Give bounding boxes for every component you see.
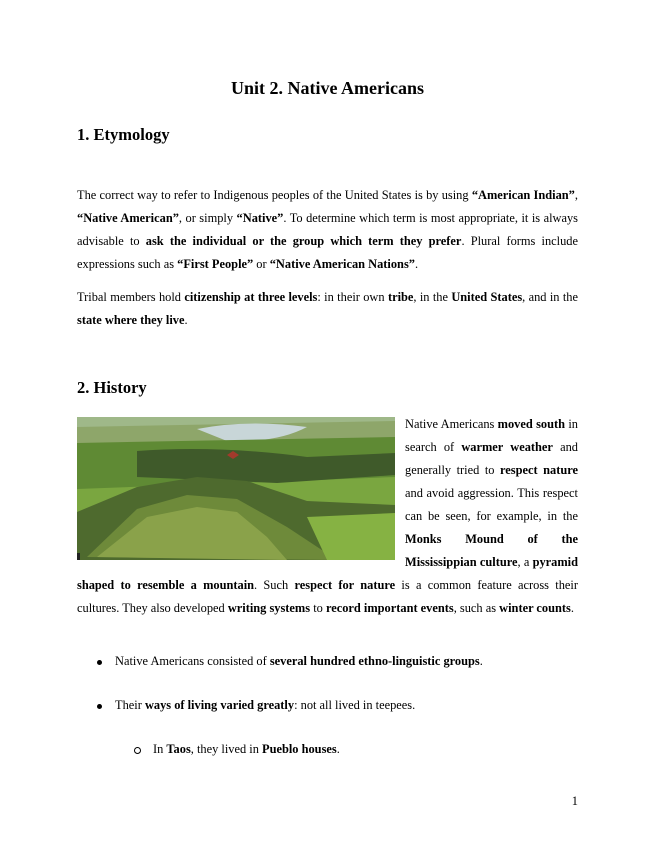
text-run: . Such: [254, 578, 295, 592]
bold-run: Pueblo houses: [262, 742, 337, 756]
list-item: [77, 738, 578, 761]
history-paragraph: [77, 413, 578, 620]
list-item: [77, 694, 578, 717]
bold-run: “Native”: [236, 211, 284, 225]
text-run: Native Americans consisted of: [115, 654, 270, 668]
text-run: , and in the: [522, 290, 578, 304]
bullet-dot-icon: [97, 704, 102, 709]
bullet-text: [77, 694, 578, 717]
bold-run: “First People”: [177, 257, 254, 271]
bold-run: warmer weather: [461, 440, 553, 454]
monks-mound-photo: [77, 417, 395, 560]
bullet-circle-icon: [134, 747, 141, 754]
text-run: .: [184, 313, 188, 327]
bold-run: Monks Mound of the Mississippian culture: [405, 532, 578, 569]
bullet-list: [77, 650, 578, 673]
etymology-paragraph-1: [77, 184, 578, 276]
bold-run: tribe: [387, 290, 414, 304]
text-run: Their: [115, 698, 145, 712]
text-run: .: [336, 742, 340, 756]
bold-run: respect nature: [500, 463, 579, 477]
bold-run: Taos: [166, 742, 191, 756]
text-run: , such as: [453, 601, 500, 615]
text-run: in search of: [405, 417, 578, 454]
text-run: : not all lived in teepees.: [294, 698, 416, 712]
bold-run: pyramid shaped to resemble a mountain: [77, 555, 578, 592]
text-run: .: [570, 601, 574, 615]
text-run: and avoid aggression. This respect can be seen, for example, in the: [405, 486, 578, 523]
sub-bullet-list: [77, 738, 578, 761]
page-number: 1: [571, 794, 578, 808]
bold-run: citizenship at three levels: [184, 290, 318, 304]
text-run: . To determine which term is most appropriate, it is always advisable to: [77, 211, 578, 248]
text-run: Native Americans: [405, 417, 498, 431]
bold-run: several hundred ethno-linguistic groups: [269, 654, 480, 668]
text-run: to: [310, 601, 326, 615]
bold-run: ways of living varied greatly: [144, 698, 295, 712]
bold-run: winter counts: [499, 601, 571, 615]
bold-run: writing systems: [227, 601, 311, 615]
bold-run: United States: [451, 290, 523, 304]
bold-run: “American Indian”: [471, 188, 575, 202]
bold-run: “Native American”: [77, 211, 179, 225]
text-run: . Plural forms include expressions such as: [77, 234, 578, 271]
bullet-dot-icon: [97, 660, 102, 665]
text-run: Tribal members hold: [77, 290, 185, 304]
text-run: : in their own: [317, 290, 388, 304]
bold-run: moved south: [497, 417, 566, 431]
text-run: ,: [574, 188, 578, 202]
list-item: [77, 650, 578, 673]
bold-run: ask the individual or the group which term they prefer: [145, 234, 462, 248]
section-heading-etymology: 1. Etymology: [77, 125, 170, 144]
page-title: Unit 2. Native Americans: [231, 78, 424, 98]
section-heading-history: 2. History: [77, 378, 147, 397]
bullet-text: [77, 650, 578, 673]
bold-run: record important events: [325, 601, 454, 615]
text-run: , in the: [413, 290, 452, 304]
bold-run: “Native American Nations”: [269, 257, 415, 271]
bold-run: respect for nature: [294, 578, 396, 592]
text-run: is a common feature across their cultures. They also developed: [77, 578, 578, 615]
sub-bullet-text: [77, 738, 578, 761]
text-run: In: [153, 742, 167, 756]
bullet-list: [77, 694, 578, 717]
text-run: .: [479, 654, 483, 668]
text-run: The correct way to refer to Indigenous peoples of the United States is by using: [77, 188, 472, 202]
etymology-paragraph-2: [77, 286, 578, 332]
text-run: , they lived in: [190, 742, 262, 756]
text-run: , or simply: [178, 211, 237, 225]
text-run: and generally tried to: [405, 440, 578, 477]
text-run: , a: [517, 555, 533, 569]
text-run: .: [414, 257, 419, 271]
text-run: or: [253, 257, 270, 271]
bold-run: state where they live: [77, 313, 185, 327]
